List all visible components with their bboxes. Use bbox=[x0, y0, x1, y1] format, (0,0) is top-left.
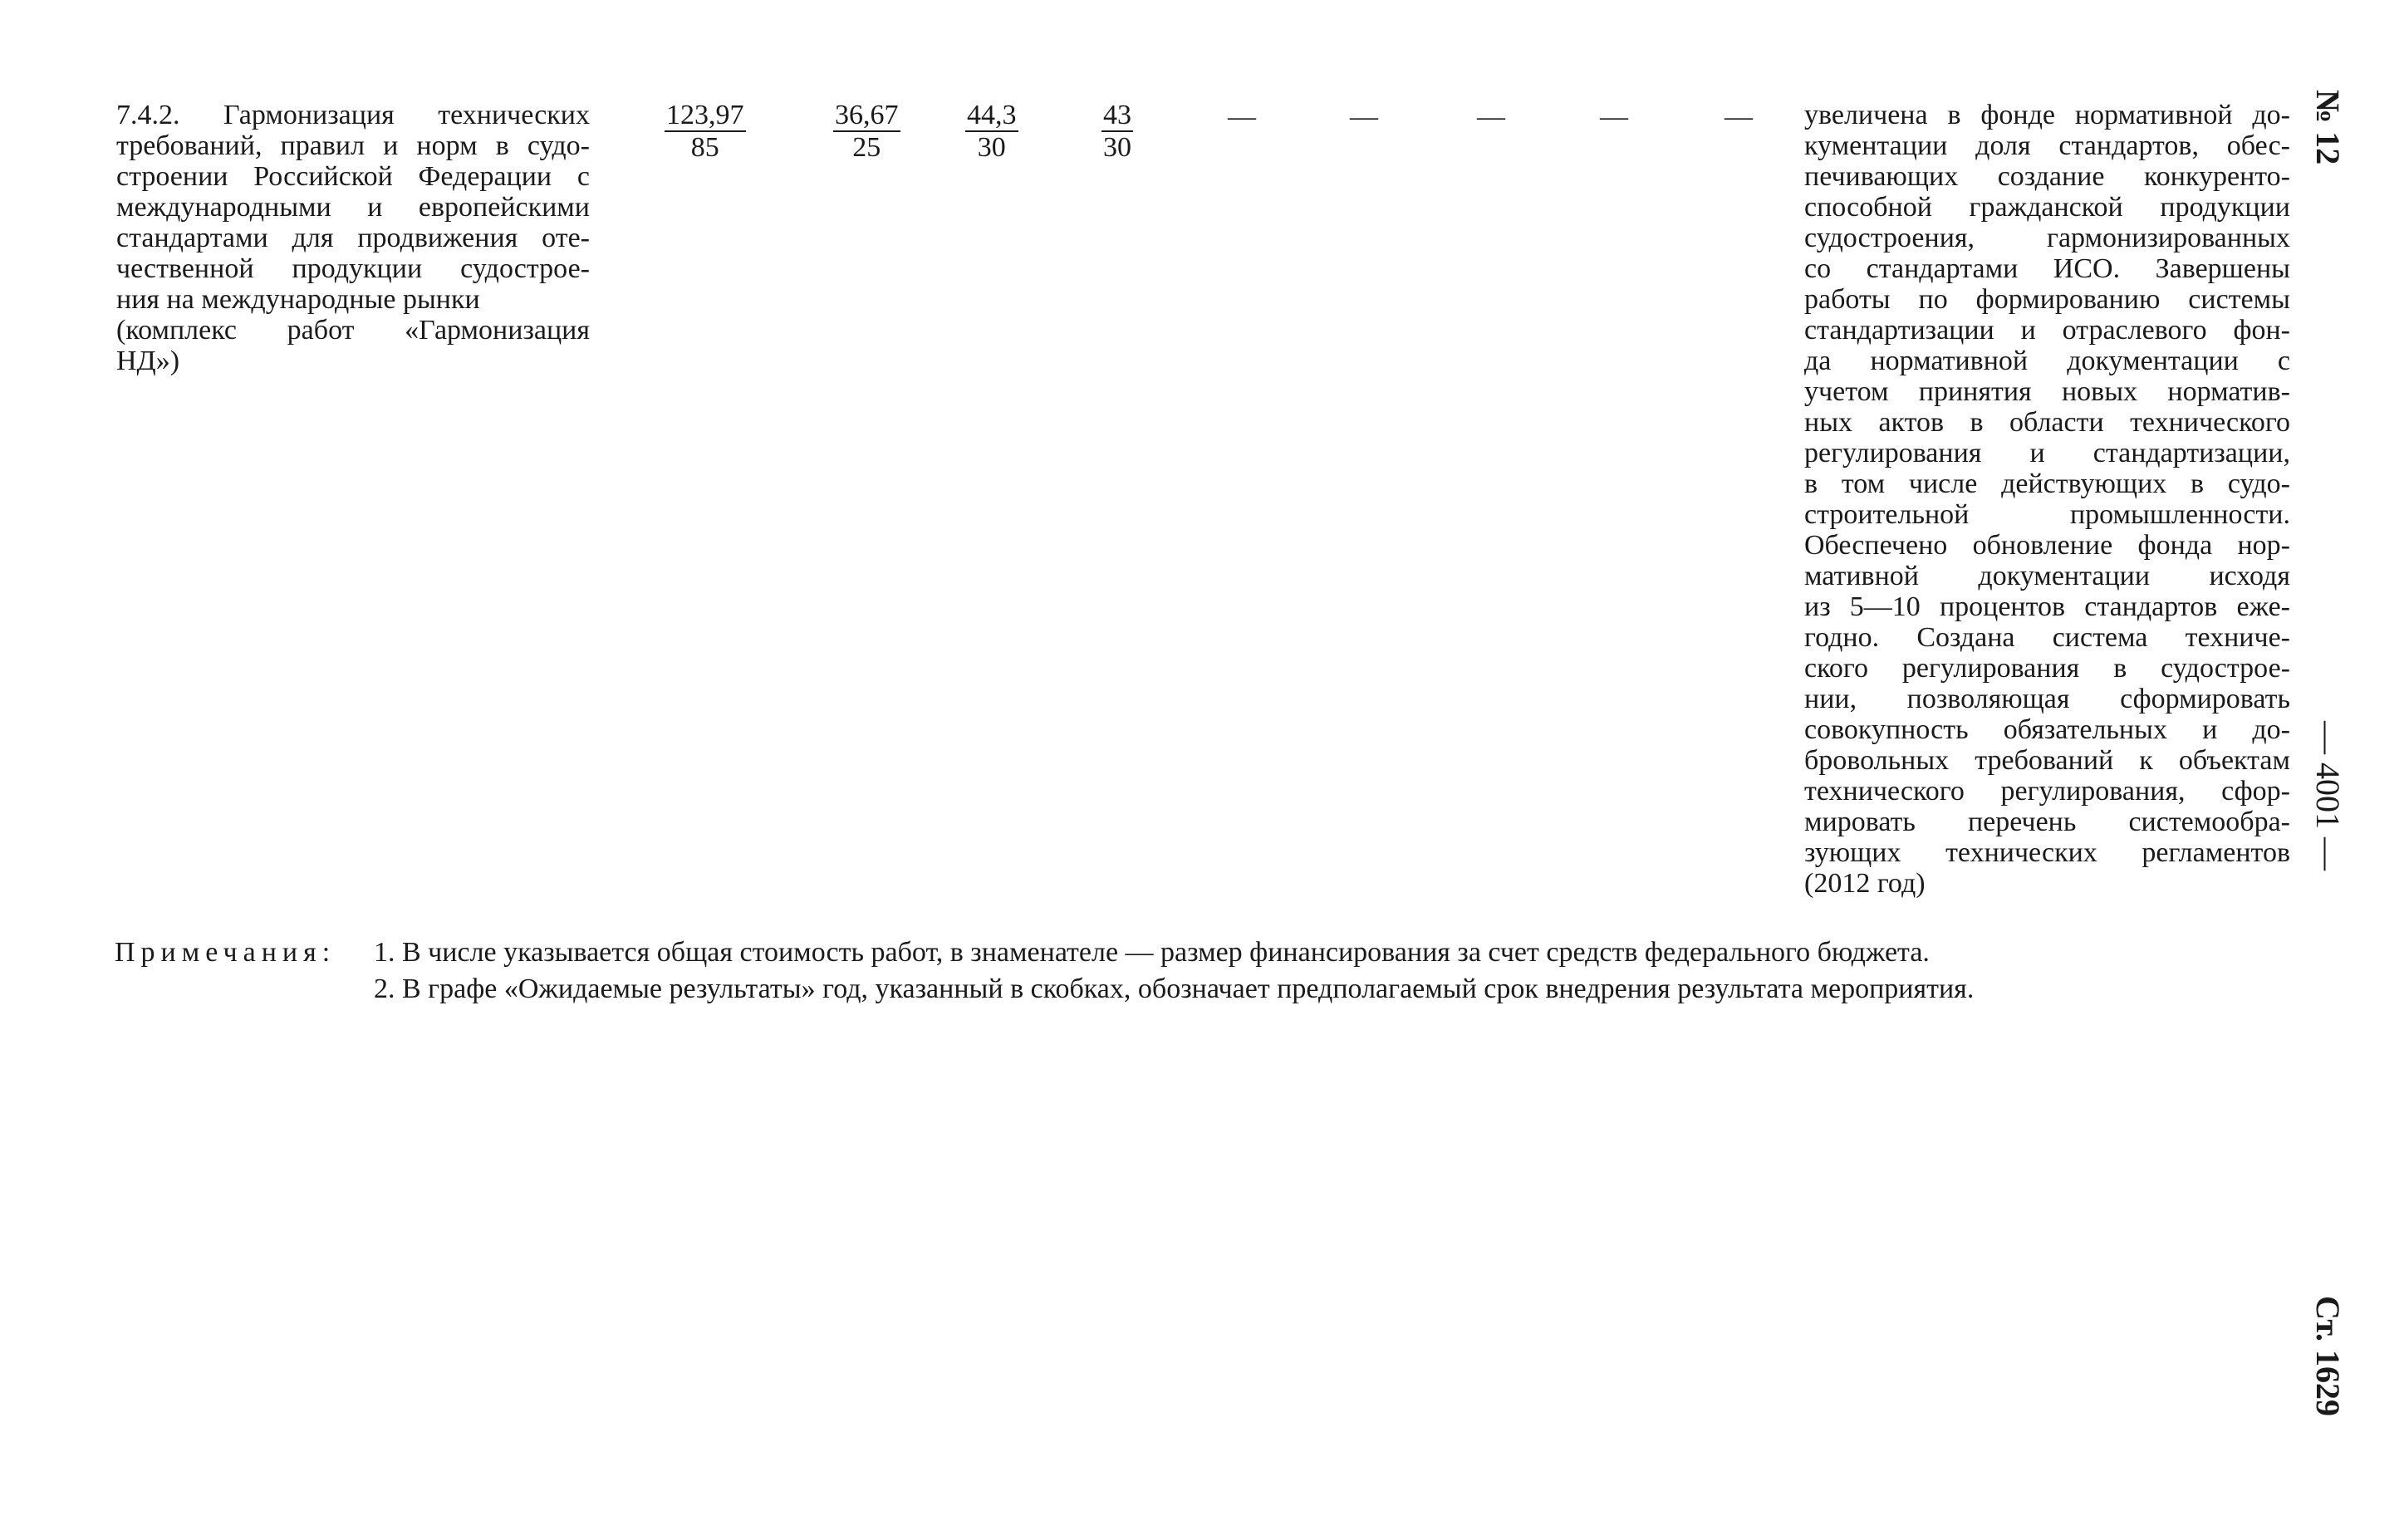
results-line: со стандартами ИСО. Завершены bbox=[1804, 253, 2290, 284]
results-line: мативной документации исходя bbox=[1804, 561, 2290, 591]
results-line: технического регулирования, сфор- bbox=[1804, 776, 2290, 807]
results-line: зующих технических регламентов bbox=[1804, 837, 2290, 868]
results-line: нии, позволяющая сформировать bbox=[1804, 684, 2290, 714]
financing-year-cell bbox=[1101, 100, 1133, 163]
activity-line: требований, правил и норм в судо- bbox=[116, 130, 590, 161]
results-line: совокупность обязательных и до- bbox=[1804, 714, 2290, 745]
results-line: мировать перечень системообра- bbox=[1804, 807, 2290, 837]
activity-line: чественной продукции судострое- bbox=[116, 253, 590, 284]
results-line: строительной промышленности. bbox=[1804, 499, 2290, 530]
notes-label: Примечания: bbox=[115, 937, 336, 968]
results-line: способной гражданской продукции bbox=[1804, 192, 2290, 223]
financing-numerator: 36,67 bbox=[835, 100, 899, 130]
page-number: — 4001 — bbox=[2309, 721, 2347, 871]
financing-year-cell bbox=[965, 100, 1018, 163]
activity-line: (комплекс работ «Гармонизация bbox=[116, 315, 590, 346]
note-item: 2. В графе «Ожидаемые результаты» год, указанный в скобках, обозначает предполагаемый срок внедрения результата мероприятия. bbox=[374, 974, 1975, 1004]
results-line: из 5—10 процентов стандартов еже- bbox=[1804, 591, 2290, 622]
activity-line: ния на международные рынки bbox=[116, 284, 480, 315]
results-line: в том числе действующих в судо- bbox=[1804, 468, 2290, 499]
activity-line: строении Российской Федерации с bbox=[116, 161, 590, 192]
results-line: годно. Создана система техниче- bbox=[1804, 622, 2290, 653]
empty-cell-dash: — bbox=[1600, 101, 1628, 132]
results-line: учетом принятия новых норматив- bbox=[1804, 376, 2290, 407]
financing-denominator: 85 bbox=[690, 132, 719, 163]
results-line: Обеспечено обновление фонда нор- bbox=[1804, 530, 2290, 561]
financing-numerator: 123,97 bbox=[666, 100, 744, 130]
results-line: бровольных требований к объектам bbox=[1804, 745, 2290, 776]
activity-line: НД») bbox=[116, 346, 180, 376]
expected-results bbox=[1804, 100, 2290, 899]
financing-denominator: 30 bbox=[1103, 132, 1131, 163]
results-line: ского регулирования в судострое- bbox=[1804, 653, 2290, 684]
financing-denominator: 30 bbox=[977, 132, 1006, 163]
results-line: работы по формированию системы bbox=[1804, 284, 2290, 315]
results-line: (2012 год) bbox=[1804, 868, 1926, 899]
results-line: ных актов в области технического bbox=[1804, 407, 2290, 438]
activity-line: международными и европейскими bbox=[116, 192, 590, 223]
empty-cell-dash: — bbox=[1725, 101, 1753, 132]
activity-description bbox=[116, 100, 590, 376]
financing-denominator: 25 bbox=[852, 132, 881, 163]
activity-line: стандартами для продвижения оте- bbox=[116, 223, 590, 253]
results-line: регулирования и стандартизации, bbox=[1804, 438, 2290, 468]
issue-number: № 12 bbox=[2309, 90, 2347, 165]
note-item: 1. В числе указывается общая стоимость работ, в знаменателе — размер финансирования за счет средств федерального бюджета. bbox=[374, 937, 1930, 968]
activity-line: 7.4.2. Гармонизация технических bbox=[116, 100, 590, 130]
article-number: Ст. 1629 bbox=[2309, 1296, 2347, 1416]
results-line: кументации доля стандартов, обес- bbox=[1804, 130, 2290, 161]
empty-cell-dash: — bbox=[1350, 101, 1378, 132]
empty-cell-dash: — bbox=[1477, 101, 1505, 132]
results-line: стандартизации и отраслевого фон- bbox=[1804, 315, 2290, 346]
results-line: да нормативной документации с bbox=[1804, 346, 2290, 376]
financing-numerator: 43 bbox=[1103, 100, 1131, 130]
empty-cell-dash: — bbox=[1228, 101, 1256, 132]
results-line: печивающих создание конкуренто- bbox=[1804, 161, 2290, 192]
results-line: увеличена в фонде нормативной до- bbox=[1804, 100, 2290, 130]
financing-total-cell bbox=[665, 100, 746, 163]
results-line: судостроения, гармонизированных bbox=[1804, 223, 2290, 253]
financing-year-cell bbox=[833, 100, 900, 163]
financing-numerator: 44,3 bbox=[967, 100, 1017, 130]
